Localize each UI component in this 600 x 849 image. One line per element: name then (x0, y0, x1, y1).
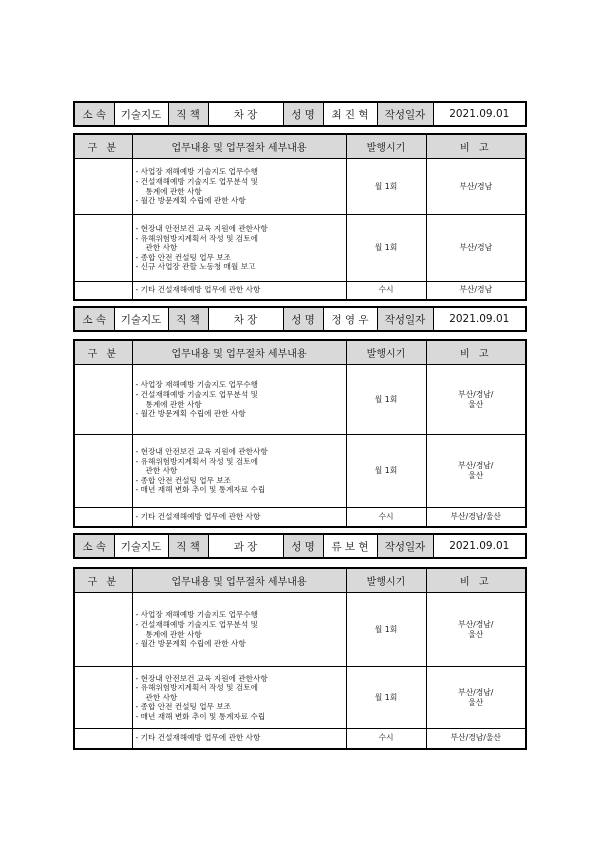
table-row (74, 729, 526, 749)
frequency-cell: 월 1회 (346, 435, 426, 508)
list-item: - 건설재해예방 기술지도 업무분석 및 (135, 389, 258, 399)
list-item: - 월간 방문계획 수립에 관한 사항 (135, 639, 246, 649)
staff-section-3 (73, 533, 525, 559)
list-item: - 신규 사업장 관할 노동청 매월 보고 (135, 262, 256, 272)
list-item: - 사업장 재해예방 기술지도 업무수행 (135, 167, 258, 177)
position-value: 차 장 (208, 307, 283, 331)
name-label: 성 명 (283, 534, 323, 558)
category-cell (74, 215, 132, 282)
list-item: - 매년 재해 변화 추이 및 통계자료 수립 (135, 485, 266, 495)
list-item: 관한 사항 (145, 692, 178, 702)
list-item: - 사업장 재해예방 기술지도 업무수행 (135, 610, 258, 620)
date-label: 작성일자 (377, 307, 433, 331)
position-value: 과 장 (208, 534, 283, 558)
affiliation-label: 소 속 (74, 102, 114, 126)
duties-table (73, 133, 527, 301)
content-cell (132, 508, 346, 527)
category-header: 구 분 (74, 340, 132, 365)
category-cell (74, 435, 132, 508)
position-label: 직 책 (168, 534, 208, 558)
date-value: 2021.09.01 (433, 102, 526, 126)
name-value: 류 보 현 (323, 534, 377, 558)
table-row (74, 282, 526, 300)
content-cell (132, 215, 346, 282)
table-row (74, 593, 526, 667)
frequency-cell: 월 1회 (346, 159, 426, 215)
staff-info-table (73, 306, 527, 332)
content-cell (132, 729, 346, 749)
content-cell (132, 593, 346, 667)
duties-table (73, 567, 527, 750)
remarks-cell: 부산/경남/울산 (426, 508, 526, 527)
content-cell (132, 365, 346, 435)
table-row (74, 435, 526, 508)
remarks-header: 비 고 (426, 134, 526, 159)
content-cell (132, 667, 346, 729)
frequency-cell: 월 1회 (346, 365, 426, 435)
list-item: - 유해위험방지계획서 작성 및 검토에 (135, 683, 258, 693)
frequency-cell: 월 1회 (346, 215, 426, 282)
remarks-cell: 부산/경남/ 울산 (426, 593, 526, 667)
list-item: - 사업장 재해예방 기술지도 업무수행 (135, 380, 258, 390)
list-item: - 건설재해예방 기술지도 업무분석 및 (135, 176, 258, 186)
name-label: 성 명 (283, 102, 323, 126)
list-item: - 건설재해예방 기술지도 업무분석 및 (135, 619, 258, 629)
frequency-cell: 월 1회 (346, 667, 426, 729)
frequency-header: 발행시기 (346, 134, 426, 159)
list-item: - 매년 재해 변화 추이 및 통계자료 수립 (135, 711, 266, 721)
list-item: - 월간 방문계획 수립에 관한 사항 (135, 196, 246, 206)
category-cell (74, 159, 132, 215)
list-item: - 종합 안전 컨설팅 업무 보조 (135, 475, 232, 485)
remarks-cell: 부산/경남/ 울산 (426, 365, 526, 435)
category-cell (74, 508, 132, 527)
name-value: 정 영 우 (323, 307, 377, 331)
list-item: - 기타 건설재해예방 업무에 관한 사항 (135, 511, 261, 521)
list-item: - 종합 안전 컨설팅 업무 보조 (135, 252, 232, 262)
content-header: 업무내용 및 업무절차 세부내용 (132, 340, 346, 365)
list-item: 통계에 관한 사항 (145, 399, 202, 409)
position-value: 차 장 (208, 102, 283, 126)
list-item: - 현장내 안전보건 교육 지원에 관한사항 (135, 224, 268, 234)
staff-section-1 (73, 101, 525, 127)
affiliation-value: 기술지도 (114, 534, 168, 558)
staff-section-2 (73, 306, 525, 332)
remarks-cell: 부산/경남 (426, 282, 526, 300)
category-header: 구 분 (74, 134, 132, 159)
date-label: 작성일자 (377, 102, 433, 126)
frequency-cell: 수시 (346, 729, 426, 749)
table-row (74, 365, 526, 435)
position-label: 직 책 (168, 102, 208, 126)
list-item: 관한 사항 (145, 466, 178, 476)
affiliation-label: 소 속 (74, 307, 114, 331)
date-label: 작성일자 (377, 534, 433, 558)
affiliation-label: 소 속 (74, 534, 114, 558)
remarks-header: 비 고 (426, 340, 526, 365)
table-row (74, 508, 526, 527)
table-row (74, 215, 526, 282)
staff-info-table (73, 101, 527, 127)
frequency-header: 발행시기 (346, 340, 426, 365)
list-item: 관한 사항 (145, 243, 178, 253)
list-item: - 현장내 안전보건 교육 지원에 관한사항 (135, 673, 268, 683)
content-header: 업무내용 및 업무절차 세부내용 (132, 568, 346, 593)
duties-section-1 (73, 133, 525, 301)
date-value: 2021.09.01 (433, 534, 526, 558)
content-header: 업무내용 및 업무절차 세부내용 (132, 134, 346, 159)
affiliation-value: 기술지도 (114, 307, 168, 331)
affiliation-value: 기술지도 (114, 102, 168, 126)
duties-table (73, 339, 527, 528)
remarks-cell: 부산/경남 (426, 215, 526, 282)
name-value: 최 진 혁 (323, 102, 377, 126)
remarks-cell: 부산/경남 (426, 159, 526, 215)
content-cell (132, 282, 346, 300)
list-item: 통계에 관한 사항 (145, 629, 202, 639)
category-cell (74, 282, 132, 300)
list-item: - 유해위험방지계획서 작성 및 검토에 (135, 233, 258, 243)
frequency-cell: 수시 (346, 508, 426, 527)
position-label: 직 책 (168, 307, 208, 331)
list-item: - 종합 안전 컨설팅 업무 보조 (135, 702, 232, 712)
frequency-cell: 수시 (346, 282, 426, 300)
category-header: 구 분 (74, 568, 132, 593)
list-item: 통계에 관한 사항 (145, 186, 202, 196)
remarks-cell: 부산/경남/ 울산 (426, 667, 526, 729)
remarks-cell: 부산/경남/울산 (426, 729, 526, 749)
category-cell (74, 365, 132, 435)
content-cell (132, 435, 346, 508)
frequency-cell: 월 1회 (346, 593, 426, 667)
duties-section-3 (73, 567, 525, 750)
table-row (74, 667, 526, 729)
list-item: - 월간 방문계획 수립에 관한 사항 (135, 409, 246, 419)
staff-info-table (73, 533, 527, 559)
table-row (74, 159, 526, 215)
date-value: 2021.09.01 (433, 307, 526, 331)
category-cell (74, 729, 132, 749)
content-cell (132, 159, 346, 215)
list-item: - 현장내 안전보건 교육 지원에 관한사항 (135, 447, 268, 457)
list-item: - 기타 건설재해예방 업무에 관한 사항 (135, 285, 261, 295)
category-cell (74, 667, 132, 729)
remarks-cell: 부산/경남/ 울산 (426, 435, 526, 508)
duties-section-2 (73, 339, 525, 528)
remarks-header: 비 고 (426, 568, 526, 593)
frequency-header: 발행시기 (346, 568, 426, 593)
list-item: - 기타 건설재해예방 업무에 관한 사항 (135, 733, 261, 743)
list-item: - 유해위험방지계획서 작성 및 검토에 (135, 456, 258, 466)
category-cell (74, 593, 132, 667)
name-label: 성 명 (283, 307, 323, 331)
